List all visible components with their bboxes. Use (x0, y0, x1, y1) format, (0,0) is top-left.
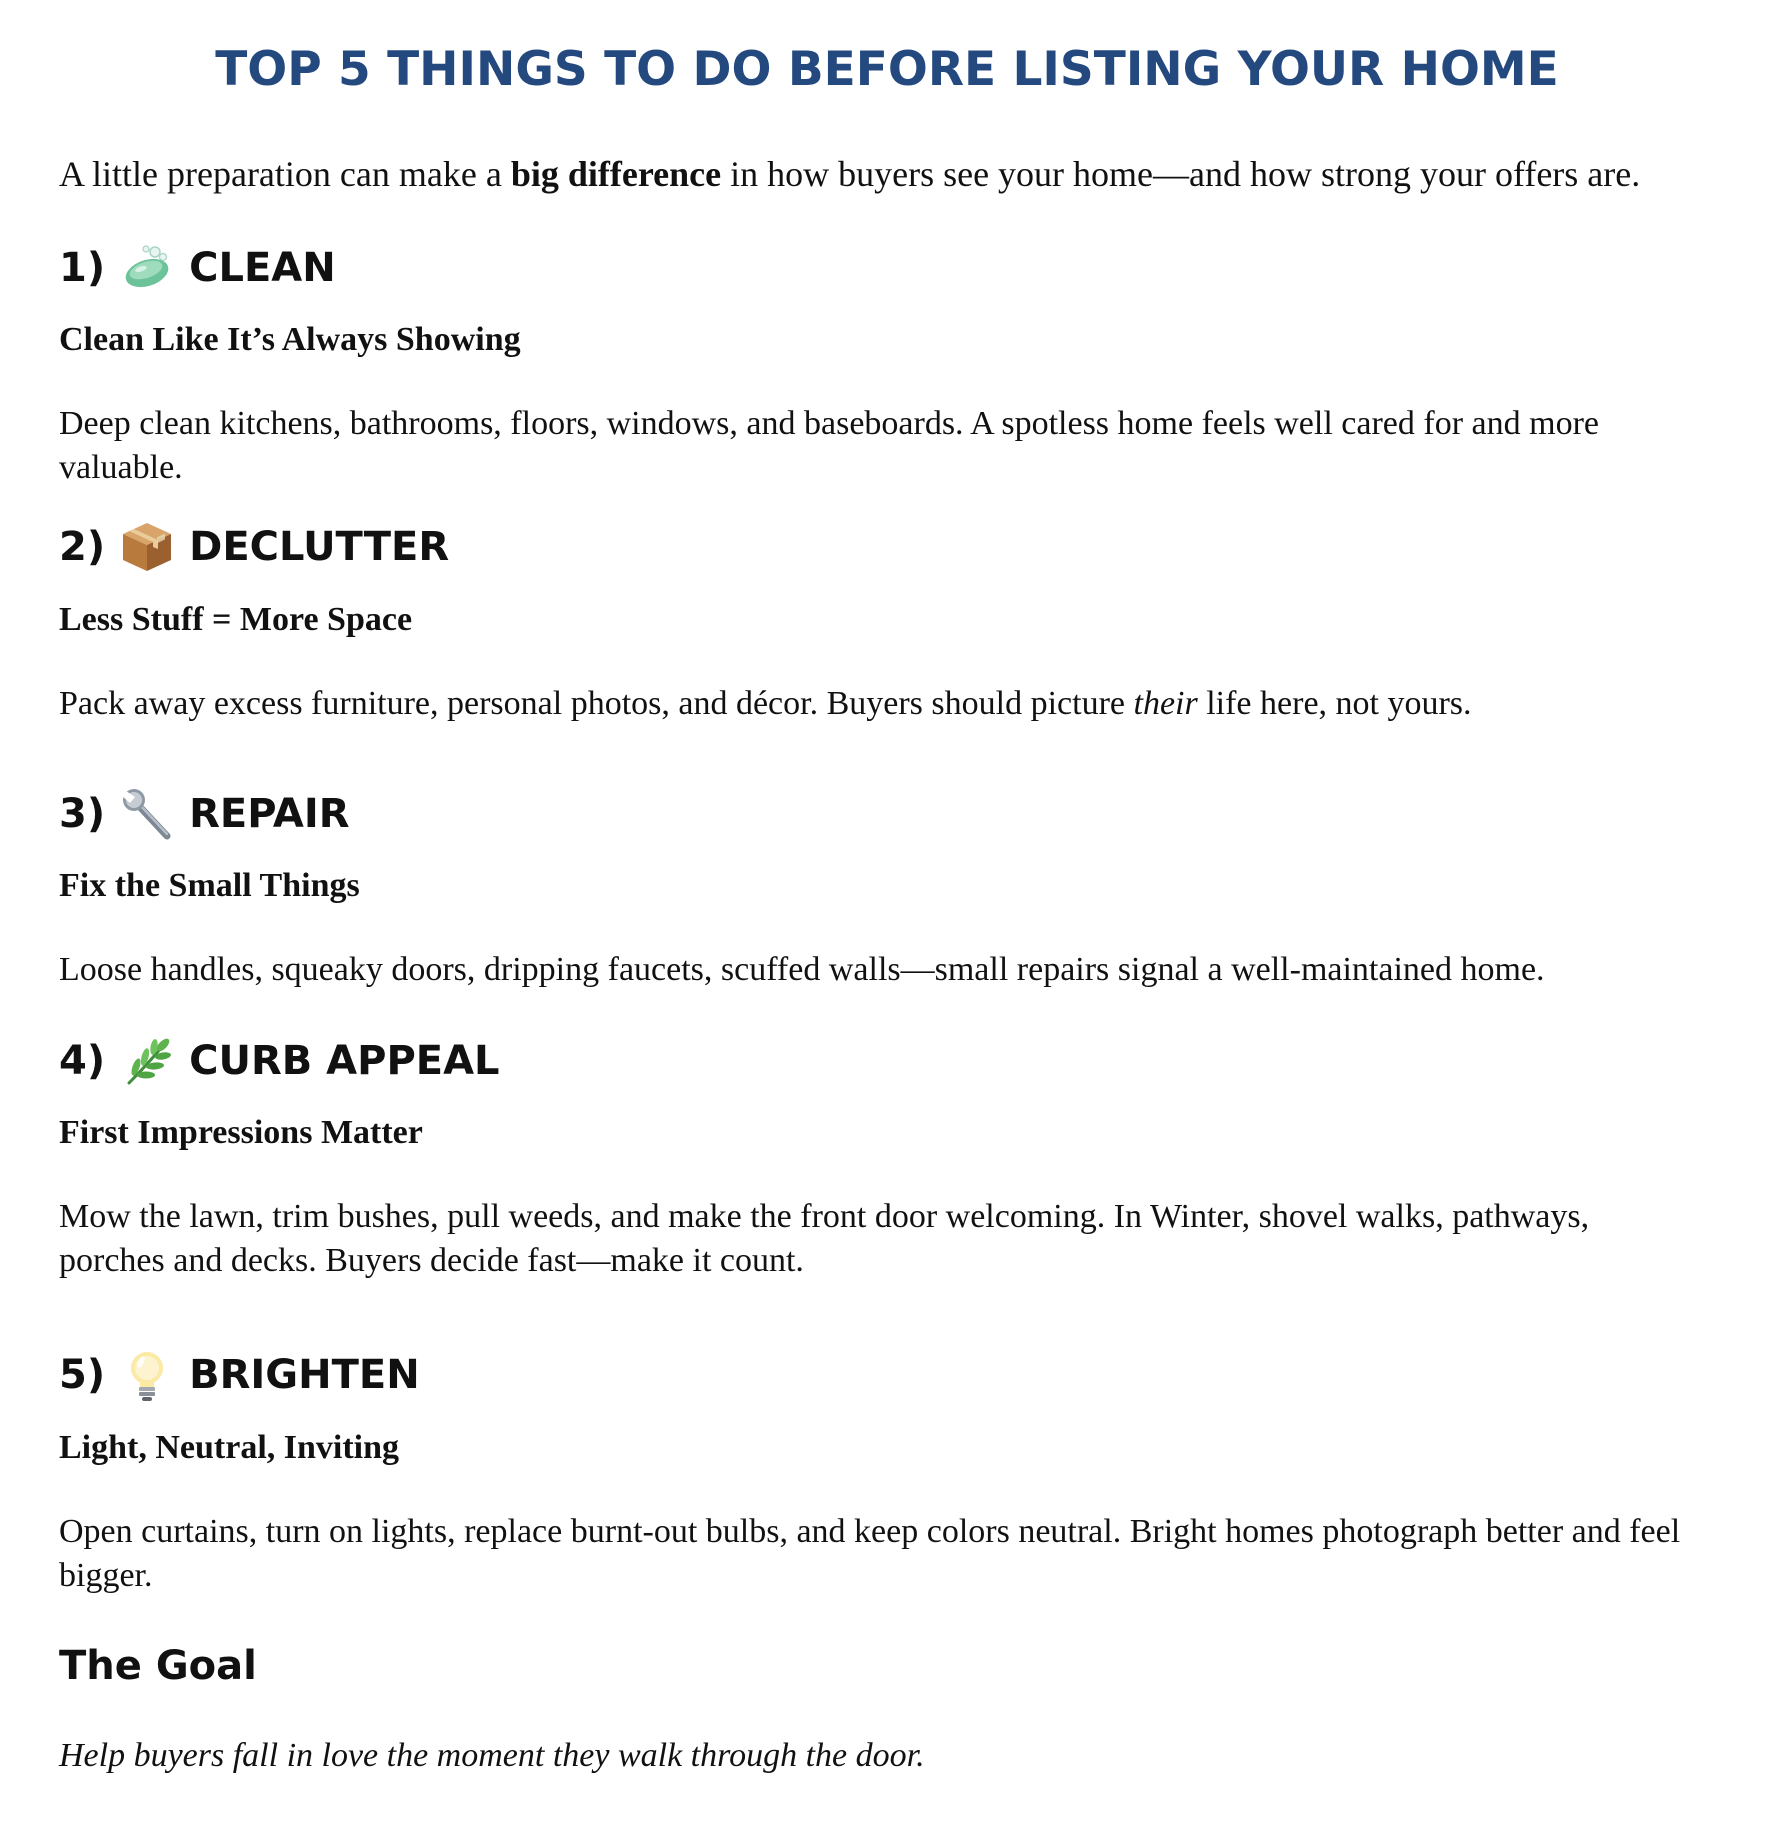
section-number: 5) (59, 1352, 106, 1398)
page-title: TOP 5 THINGS TO DO BEFORE LISTING YOUR HOME (215, 42, 1559, 97)
section-heading-brighten (59, 1345, 420, 1405)
section-body-clean: Deep clean kitchens, bathrooms, floors, windows, and baseboards. A spotless home feels well cared for and more valuable. (59, 405, 1599, 486)
wrench-icon (119, 786, 175, 842)
section-number: 2) (59, 524, 106, 570)
section-body-brighten: Open curtains, turn on lights, replace burnt-out bulbs, and keep colors neutral. Bright homes photograph better and feel bigger. (59, 1513, 1681, 1594)
section-heading-repair (59, 784, 350, 844)
soap-icon (119, 240, 175, 296)
section-title: CURB APPEAL (189, 1038, 500, 1084)
goal-heading: The Goal (59, 1643, 257, 1689)
light-bulb-icon (119, 1347, 175, 1403)
section-number: 1) (59, 245, 106, 291)
herb-icon (119, 1033, 175, 1089)
intro-emphasis: big difference (510, 154, 722, 194)
section-title: BRIGHTEN (189, 1352, 420, 1398)
section-body-text-end: life here, not yours. (1197, 685, 1472, 722)
section-subtitle-curb-appeal: First Impressions Matter (59, 1114, 423, 1151)
section-body-curb-appeal: Mow the lawn, trim bushes, pull weeds, and make the front door welcoming. In Winter, shovel walks, pathways, porches and decks. Buyers decide fast—make it count. (59, 1198, 1590, 1279)
section-subtitle-declutter: Less Stuff = More Space (59, 601, 413, 638)
section-title: REPAIR (189, 791, 350, 837)
section-body-repair: Loose handles, squeaky doors, dripping faucets, scuffed walls—small repairs signal a well-maintained home. (59, 951, 1545, 988)
section-title: CLEAN (189, 245, 336, 291)
section-heading-declutter (59, 517, 449, 577)
intro-paragraph (59, 152, 1739, 196)
package-icon (119, 519, 175, 575)
section-title: DECLUTTER (189, 524, 450, 570)
section-subtitle-brighten: Light, Neutral, Inviting (59, 1429, 400, 1466)
goal-text: Help buyers fall in love the moment they walk through the door. (59, 1737, 925, 1774)
section-number: 3) (59, 791, 106, 837)
section-heading-curb-appeal (59, 1031, 500, 1091)
section-body-text-start: Pack away excess furniture, personal photos, and décor. Buyers should picture (59, 685, 1134, 722)
section-body-declutter (59, 682, 1699, 726)
section-subtitle-clean: Clean Like It’s Always Showing (59, 321, 521, 358)
intro-text-end: in how buyers see your home—and how strong your offers are. (721, 154, 1641, 194)
section-body-emphasis: their (1133, 685, 1198, 722)
intro-text-start: A little preparation can make a (59, 154, 511, 194)
section-number: 4) (59, 1038, 106, 1084)
section-heading-clean (59, 238, 336, 298)
section-subtitle-repair: Fix the Small Things (59, 867, 360, 904)
